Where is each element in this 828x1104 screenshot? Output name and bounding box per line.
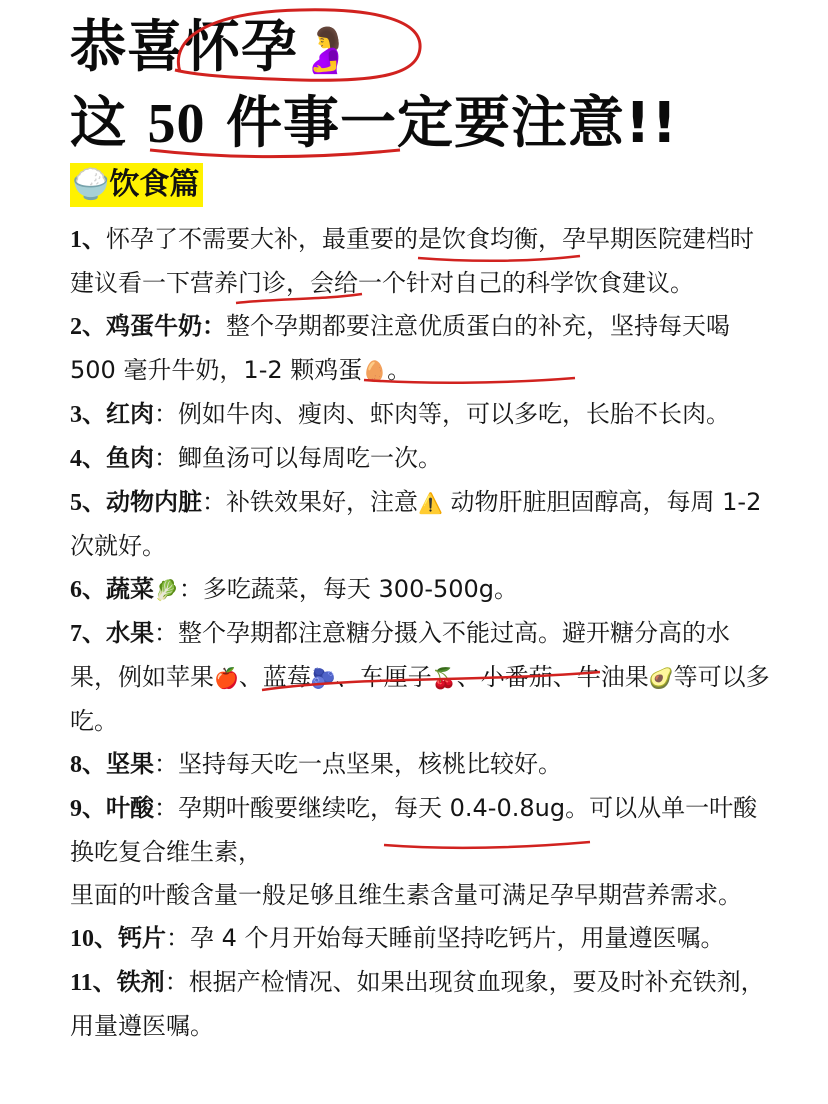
item-number: 2、: [70, 314, 106, 340]
item-separator: ：: [178, 575, 203, 603]
list-item: [70, 481, 770, 568]
item-text: 补铁效果好，注意: [226, 488, 418, 516]
list-item: [70, 218, 770, 305]
item-heading: 红肉: [106, 400, 154, 428]
item-text-3: 、车厘子: [335, 663, 432, 691]
item-separator: ：: [202, 312, 226, 340]
item-separator: ：: [154, 619, 178, 647]
item-text: 坚持每天吃一点坚果，核桃比较好。: [178, 750, 562, 778]
item-separator: ：: [164, 968, 189, 996]
item-text-2: 、蓝莓: [238, 663, 311, 691]
item-number: 11、: [70, 970, 117, 996]
list-item: [70, 393, 770, 437]
item-text-end: 。: [387, 356, 412, 384]
list-item: [70, 917, 770, 961]
rice-bowl-icon: 🍚: [72, 167, 110, 202]
item-heading: 鱼肉: [106, 444, 154, 472]
item-text: 例如牛肉、瘦肉、虾肉等，可以多吃，长胎不长肉。: [178, 400, 730, 428]
item-heading: 鸡蛋牛奶: [106, 312, 202, 340]
item-separator: ：: [154, 750, 178, 778]
list-item: [70, 305, 770, 393]
item-separator: ：: [154, 400, 178, 428]
item-list: [70, 218, 770, 1048]
item-number: 3、: [70, 402, 106, 428]
egg-icon: 🥚: [362, 359, 388, 383]
item-heading: 动物内脏: [106, 488, 202, 516]
section-heading: [70, 163, 203, 207]
list-item: [70, 961, 770, 1048]
item-heading: 坚果: [106, 750, 154, 778]
item-text: 整个孕期都注意糖分摄入不能过高。避开糖分高的水果，例如苹果: [70, 619, 730, 691]
item-text-5: 等可以多吃。: [70, 663, 770, 735]
item-text: 孕期叶酸要继续吃，每天 0.4-0.8ug。可以从单一叶酸换吃复合维生素，: [70, 794, 758, 866]
avocado-icon: 🥑: [648, 666, 674, 690]
item-number: 4、: [70, 446, 106, 472]
item-heading: 水果: [106, 619, 154, 647]
item-heading: 叶酸: [106, 794, 154, 822]
list-item: [70, 787, 770, 874]
item-separator: ：: [154, 444, 178, 472]
list-item: [70, 874, 770, 917]
pregnant-woman-icon: 🤰: [298, 24, 354, 76]
title-number: 50: [147, 93, 206, 155]
title-suffix: 件事一定要注意!!: [205, 91, 679, 156]
item-text: 怀孕了不需要大补，最重要的是饮食均衡，孕早期医院建档时建议看一下营养门诊，会给一个针对自己的科学饮食建议。: [70, 225, 754, 297]
item-number: 8、: [70, 752, 106, 778]
title-line-1: [70, 15, 354, 80]
list-item: [70, 743, 770, 787]
item-number: 10、: [70, 926, 118, 952]
item-number: 7、: [70, 621, 106, 647]
item-text: 孕 4 个月开始每天睡前坚持吃钙片，用量遵医嘱。: [190, 924, 725, 952]
list-item: [70, 568, 770, 612]
title-line-2: [70, 91, 679, 156]
title-text-1: 恭喜怀孕: [70, 15, 298, 80]
item-number: 1、: [70, 227, 106, 253]
item-separator: ：: [166, 924, 190, 952]
apple-icon: 🍎: [214, 666, 239, 690]
item-text: 多吃蔬菜，每天 300-500g。: [202, 575, 519, 603]
item-text: 鲫鱼汤可以每周吃一次。: [178, 444, 442, 472]
item-number: 5、: [70, 490, 106, 516]
item-separator: ：: [202, 488, 226, 516]
warning-icon: ⚠️: [418, 491, 443, 515]
item-text: 整个孕期都要注意优质蛋白的补充，坚持每天喝 500 毫升牛奶，1-2 颗鸡蛋: [70, 312, 730, 384]
item-heading: 钙片: [118, 924, 166, 952]
list-item: [70, 612, 770, 743]
item-separator: ：: [154, 794, 178, 822]
item-text: 里面的叶酸含量一般足够且维生素含量可满足孕早期营养需求。: [70, 881, 742, 909]
blueberry-icon: 🫐: [310, 666, 336, 690]
item-text-end: 动物肝脏胆固醇高，每周 1-2 次就好。: [70, 488, 762, 560]
item-text: 根据产检情况、如果出现贫血现象，要及时补充铁剂，用量遵医嘱。: [70, 968, 765, 1040]
item-number: 6、: [70, 577, 106, 603]
item-text-4: 、小番茄、牛油果: [456, 663, 649, 691]
leafy-green-icon: 🥬: [154, 578, 179, 602]
cherry-icon: 🍒: [431, 666, 457, 690]
item-number: 9、: [70, 796, 106, 822]
item-heading: 铁剂: [116, 968, 165, 996]
section-label: 饮食篇: [109, 167, 200, 202]
title-prefix: 这: [70, 91, 148, 156]
item-heading: 蔬菜: [106, 575, 154, 603]
list-item: [70, 437, 770, 481]
